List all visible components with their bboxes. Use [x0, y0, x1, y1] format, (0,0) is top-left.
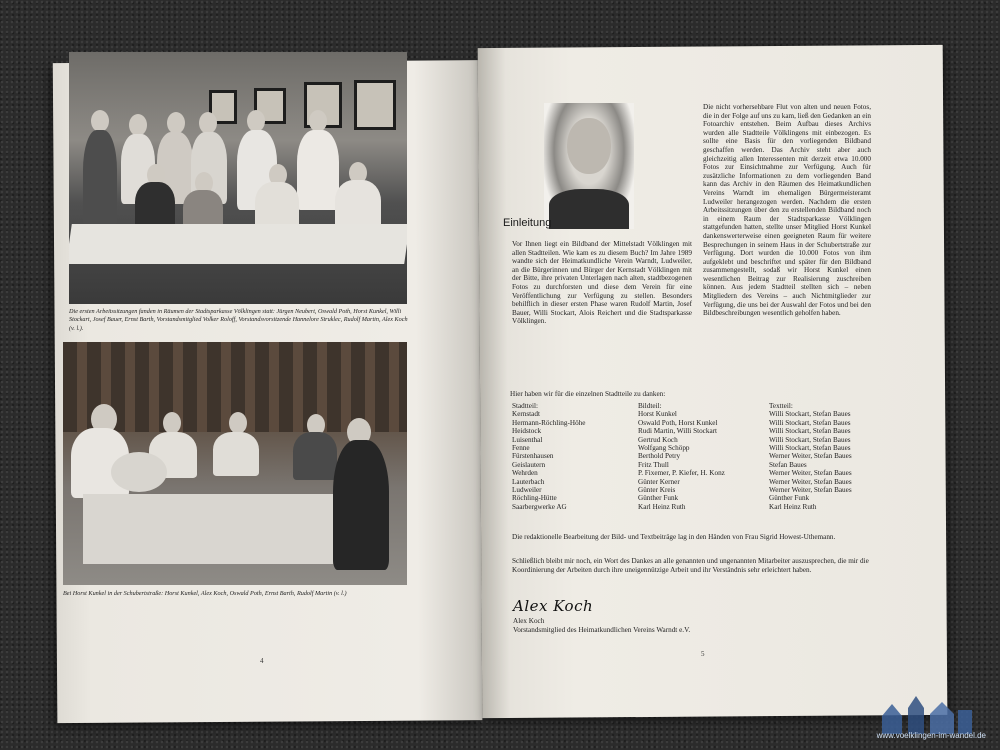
- credits-header-district: Stadtteil:: [512, 402, 538, 410]
- signer-title: Vorstandsmitglied des Heimatkundlichen Vereins Warndt e.V.: [513, 626, 691, 634]
- closing-thanks: Schließlich bleibt mir noch, ein Wort des Dankes an alle genannten und ungenannten Mitarbeiter auszusprechen, die mir die Koordinierung der Arbeiten durch ihre uneigennützige Arbeit und ihr Verständnis sehr erleichtert haben.: [512, 557, 869, 574]
- credit-text: Werner Weiter, Stefan Baues: [769, 477, 852, 486]
- credit-image: Wolfgang Schöpp: [638, 444, 690, 453]
- credit-text: Willi Stockart, Stefan Baues: [769, 427, 851, 436]
- credit-text: Günther Funk: [769, 494, 810, 503]
- credit-text: Stefan Baues: [769, 460, 807, 469]
- credits-image-column: [638, 402, 725, 511]
- credit-image: Oswald Poth, Horst Kunkel: [638, 418, 718, 427]
- signer-name: Alex Koch: [513, 617, 545, 625]
- section-heading: Einleitung: [503, 217, 552, 229]
- credit-district: Kernstadt: [512, 410, 540, 419]
- intro-text: Vor Ihnen liegt ein Bildband der Mittelstadt Völklingen mit allen Stadtteilen. Wie kam es zu diesem Buch? Im Jahre 1989 wandte sich der Heimatkundliche Verein Warndt, Ludweiler, an die Bürgerinnen und Bürger der Kernstadt Völklingen mit der Bitte, ihre privaten Unterlagen nach alten, stadtbezogenen Fotos zu durchforsten und diese dem Verein für eine Veröffentlichung zur Verfügung zu stellen. Besonders behilflich in dieser ersten Phase waren Rudolf Martin, Josef Bauer, Willi Stockart, Alois Reichert und die Stadtsparkasse Völklingen.: [512, 240, 692, 326]
- credit-district: Fenne: [512, 444, 530, 453]
- credit-district: Heidstock: [512, 427, 542, 436]
- thanks-intro: Hier haben wir für die einzelnen Stadtteile zu danken:: [510, 390, 666, 398]
- credit-text: Karl Heinz Ruth: [769, 502, 817, 511]
- credit-image: Günter Kreis: [638, 486, 676, 495]
- credit-image: Berthold Petry: [638, 452, 681, 461]
- credit-image: Fritz Thull: [638, 460, 669, 469]
- credit-image: Karl Heinz Ruth: [638, 502, 686, 511]
- credit-image: Günter Kerner: [638, 477, 680, 486]
- page-number-left: 4: [260, 657, 264, 665]
- credit-image: Horst Kunkel: [638, 410, 677, 419]
- credit-text: Werner Weiter, Stefan Baues: [769, 452, 852, 461]
- credit-district: Hermann-Röchling-Höhe: [512, 418, 586, 427]
- credit-text: Willi Stockart, Stefan Baues: [769, 418, 851, 427]
- credits-district-column: [512, 402, 585, 511]
- page-number-right: 5: [701, 650, 705, 658]
- handwritten-signature: Alex Koch: [513, 597, 594, 615]
- credit-image: Gertrud Koch: [638, 435, 678, 444]
- credit-district: Ludweiler: [512, 486, 542, 495]
- credit-text: Werner Weiter, Stefan Baues: [769, 486, 852, 495]
- credit-district: Luisenthal: [512, 435, 543, 444]
- credit-district: Wehrden: [512, 469, 538, 478]
- credit-district: Saarbergwerke AG: [512, 502, 567, 511]
- credit-text: Willi Stockart, Stefan Baues: [769, 435, 851, 444]
- credit-text: Willi Stockart, Stefan Baues: [769, 444, 851, 453]
- credits-header-images: Bildteil:: [638, 402, 662, 410]
- credit-text: Willi Stockart, Stefan Baues: [769, 410, 851, 419]
- credit-image: Günther Funk: [638, 494, 679, 503]
- credits-text-column: [769, 402, 852, 511]
- credit-text: Werner Weiter, Stefan Baues: [769, 469, 852, 478]
- credit-image: P. Fixemer, P. Kiefer, H. Konz: [638, 469, 725, 478]
- credit-image: Rudi Martin, Willi Stockart: [638, 427, 718, 436]
- credit-district: Lauterbach: [512, 477, 545, 486]
- editorial-note: Die redaktionelle Bearbeitung der Bild- und Textbeiträge lag in den Händen von Frau Sigrid Howest-Uthemann.: [512, 533, 836, 541]
- intro-right-column: Die nicht vorhersehbare Flut von alten und neuen Fotos, die in der Folge auf uns zu kam, ließ den Gedanken an ein Fotoarchiv entstehen. Beim Aufbau dieses Archivs wurden alle Stadtteile Völklingens mit einbezogen. Es sollte eine Basis für den vorliegenden Bildband geschaffen werden. Das Archiv steht aber auch gleichzeitig allen Interessenten mit derzeit etwa 10.000 Fotos zur Einsichtnahme zur Verfügung. Auch für zusätzliche Informationen zu dem vorliegenden Band kann das Archiv in den Räumen des Heimatkundlichen Vereins Warndt im ehemaligen Bürgermeisteramt Ludweiler herangezogen werden. Nachdem die ersten Arbeitssitzungen über den zu erstellenden Bildband noch in einem Raum der Stadtsparkasse Völklingen stattgefunden hatten, stellte unser Mitglied Horst Kunkel dankenswerterweise einen geeigneten Raum für weitere Besprechungen in seinem Haus in der Schubertstraße zur Verfügung. Dort wurden die 10.000 Fotos von ihm aufgeklebt und beschriftet und später für den Bildband zusammengestellt, sodaß wir Horst Kunkel einen wesentlichen Beitrag zur Realisierung zuschreiben können. Aus jedem Stadtteil stellten sich – neben Mitgliedern des Vereins – auch Nichtmitglieder zur Verfügung, die uns bei der Auswahl der Fotos und bei den Bildbeschreibungen wesentlich geholfen haben.: [703, 103, 871, 318]
- portrait-alex-koch: [544, 103, 634, 229]
- photo-caption-bottom: Bei Horst Kunkel in der Schubertstraße: Horst Kunkel, Alex Koch, Oswald Poth, Ernst Barth, Rudolf Martin (v. l.): [63, 590, 347, 597]
- photo-caption-top: Die ersten Arbeitssitzungen fanden in Räumen der Stadtsparkasse Völklingen statt: Jürgen Neubert, Oswald Poth, Horst Kunkel, Willi Stockart, Josef Bauer, Ernst Barth, Vorstandsmitglied Volker Roloff, Vorstandsvorsitzende Hannelore Struklec, Rudolf Martin, Alex Koch (v. l.).: [69, 308, 408, 332]
- photo-work-session-sparkasse: [69, 52, 407, 304]
- credit-district: Röchling-Hütte: [512, 494, 557, 503]
- credit-district: Fürstenhausen: [512, 452, 554, 461]
- credits-header-texts: Textteil:: [769, 402, 793, 410]
- watermark-url: www.voelklingen-im-wandel.de: [876, 731, 986, 740]
- photo-schubertstrasse-meeting: [63, 342, 407, 585]
- credit-district: Geislautern: [512, 460, 546, 469]
